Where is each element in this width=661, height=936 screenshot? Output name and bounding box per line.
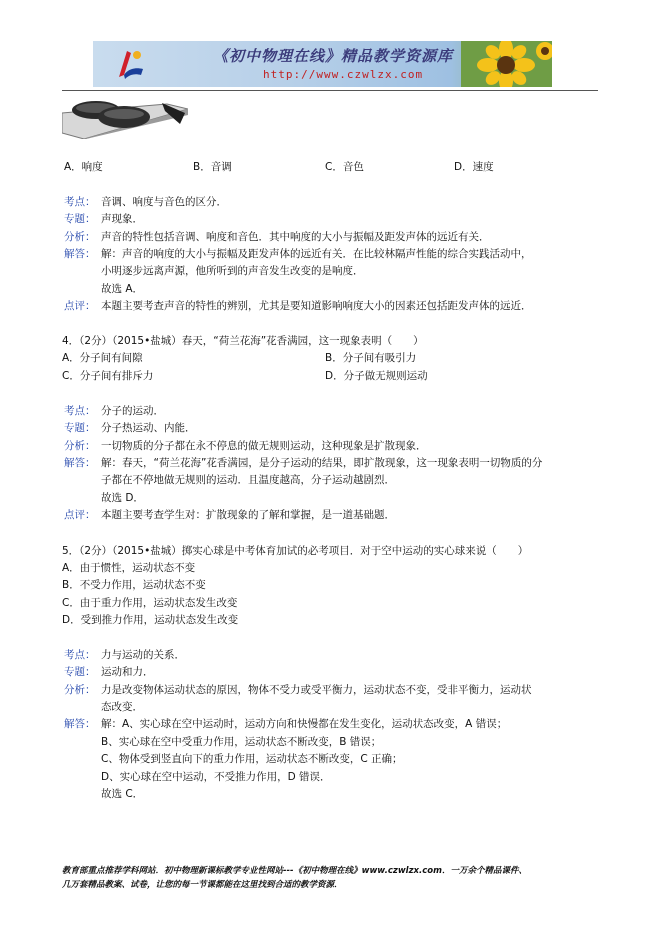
label-jieda: 解答： bbox=[64, 457, 96, 469]
fenxi-text: 声音的特性包括音调、响度和音色．其中响度的大小与振幅及距发声体的远近有关． bbox=[101, 231, 490, 243]
zhuanti-text: 运动和力． bbox=[101, 666, 154, 678]
jieda-line: 解：A、实心球在空中运动时，运动方向和快慢都在发生变化，运动状态改变，A 错误； bbox=[101, 718, 508, 730]
jieda-line: 解：声音的响度的大小与振幅及距发声体的远近有关．在比较林隔声性能的综合实践活动中， bbox=[101, 248, 532, 260]
fenxi-line: 态改变． bbox=[101, 701, 143, 713]
label-fenxi: 分析： bbox=[64, 231, 96, 243]
option-c: C．分子间有排斥力 bbox=[62, 370, 154, 382]
question-4-stem: 4．（2分）（2015•盐城）春天，“荷兰花海”花香满园，这一现象表明（ ） bbox=[62, 335, 424, 347]
kaodian-text: 力与运动的关系． bbox=[101, 649, 185, 661]
question-5-stem: 5．（2分）（2015•盐城）掷实心球是中考体育加试的必考项目．对于空中运动的实心球来说（ ） bbox=[62, 545, 529, 557]
sunflower-icon bbox=[461, 41, 552, 87]
fenxi-text: 一切物质的分子都在永不停息的做无规则运动，这种现象是扩散现象． bbox=[101, 440, 427, 452]
footer-line: 教育部重点推荐学科网站．初中物理新课标教学专业性网站---《初中物理在线》www.czwlzx.com．一万余个精品课件、 bbox=[62, 866, 527, 876]
option-b: B．音调 bbox=[193, 161, 232, 173]
site-url[interactable]: http://www.czwlzx.com bbox=[263, 68, 424, 81]
option-a: A．响度 bbox=[64, 161, 103, 173]
site-logo-icon bbox=[113, 45, 147, 83]
footer-line: 几万套精品教案、试卷，让您的每一节课都能在这里找到合适的教学资源． bbox=[62, 880, 343, 890]
jieda-line: 故选 D． bbox=[101, 492, 144, 504]
fenxi-line: 力是改变物体运动状态的原因，物体不受力或受平衡力，运动状态不变，受非平衡力，运动状 bbox=[101, 684, 532, 696]
jieda-line: 小明逐步远离声源，他所听到的声音发生改变的是响度． bbox=[101, 265, 364, 277]
dianping-text: 本题主要考查学生对：扩散现象的了解和掌握，是一道基础题． bbox=[101, 509, 395, 521]
jieda-line: 故选 A． bbox=[101, 283, 144, 295]
option-d: D．速度 bbox=[454, 161, 494, 173]
zhuanti-text: 分子热运动、内能． bbox=[101, 422, 196, 434]
label-jieda: 解答： bbox=[64, 248, 96, 260]
kaodian-text: 分子的运动． bbox=[101, 405, 164, 417]
option-c: C．由于重力作用，运动状态发生改变 bbox=[62, 597, 238, 609]
zhuanti-text: 声现象． bbox=[101, 213, 143, 225]
header-rule bbox=[62, 90, 598, 91]
label-jieda: 解答： bbox=[64, 718, 96, 730]
kaodian-text: 音调、响度与音色的区分． bbox=[101, 196, 227, 208]
jieda-line: C、物体受到竖直向下的重力作用，运动状态不断改变，C 正确； bbox=[101, 753, 403, 765]
option-d: D．受到推力作用，运动状态发生改变 bbox=[62, 614, 239, 626]
label-dianping: 点评： bbox=[64, 509, 96, 521]
label-zhuanti: 专题： bbox=[64, 666, 96, 678]
option-a: A．分子间有间隙 bbox=[62, 352, 143, 364]
dianping-text: 本题主要考查声音的特性的辨别，尤其是要知道影响响度大小的因素还包括距发声体的远近． bbox=[101, 300, 532, 312]
question-figure bbox=[62, 99, 188, 139]
option-b: B．不受力作用，运动状态不变 bbox=[62, 579, 206, 591]
label-kaodian: 考点： bbox=[64, 196, 96, 208]
option-b: B．分子间有吸引力 bbox=[325, 352, 417, 364]
label-zhuanti: 专题： bbox=[64, 213, 96, 225]
label-kaodian: 考点： bbox=[64, 405, 96, 417]
jieda-line: B、实心球在空中受重力作用，运动状态不断改变，B 错误； bbox=[101, 736, 382, 748]
label-fenxi: 分析： bbox=[64, 440, 96, 452]
option-a: A．由于惯性，运动状态不变 bbox=[62, 562, 196, 574]
header-banner bbox=[93, 41, 552, 87]
label-kaodian: 考点： bbox=[64, 649, 96, 661]
jieda-line: 子都在不停地做无规则的运动．且温度越高，分子运动越剧烈． bbox=[101, 474, 395, 486]
label-fenxi: 分析： bbox=[64, 684, 96, 696]
label-zhuanti: 专题： bbox=[64, 422, 96, 434]
jieda-line: 解：春天，“荷兰花海”花香满园，是分子运动的结果，即扩散现象，这一现象表明一切物质的分 bbox=[101, 457, 543, 469]
jieda-line: D、实心球在空中运动，不受推力作用，D 错误． bbox=[101, 771, 331, 783]
jieda-line: 故选 C． bbox=[101, 788, 144, 800]
option-d: D．分子做无规则运动 bbox=[325, 370, 428, 382]
option-c: C．音色 bbox=[325, 161, 364, 173]
label-dianping: 点评： bbox=[64, 300, 96, 312]
site-title: 《初中物理在线》精品教学资源库 bbox=[213, 47, 454, 65]
